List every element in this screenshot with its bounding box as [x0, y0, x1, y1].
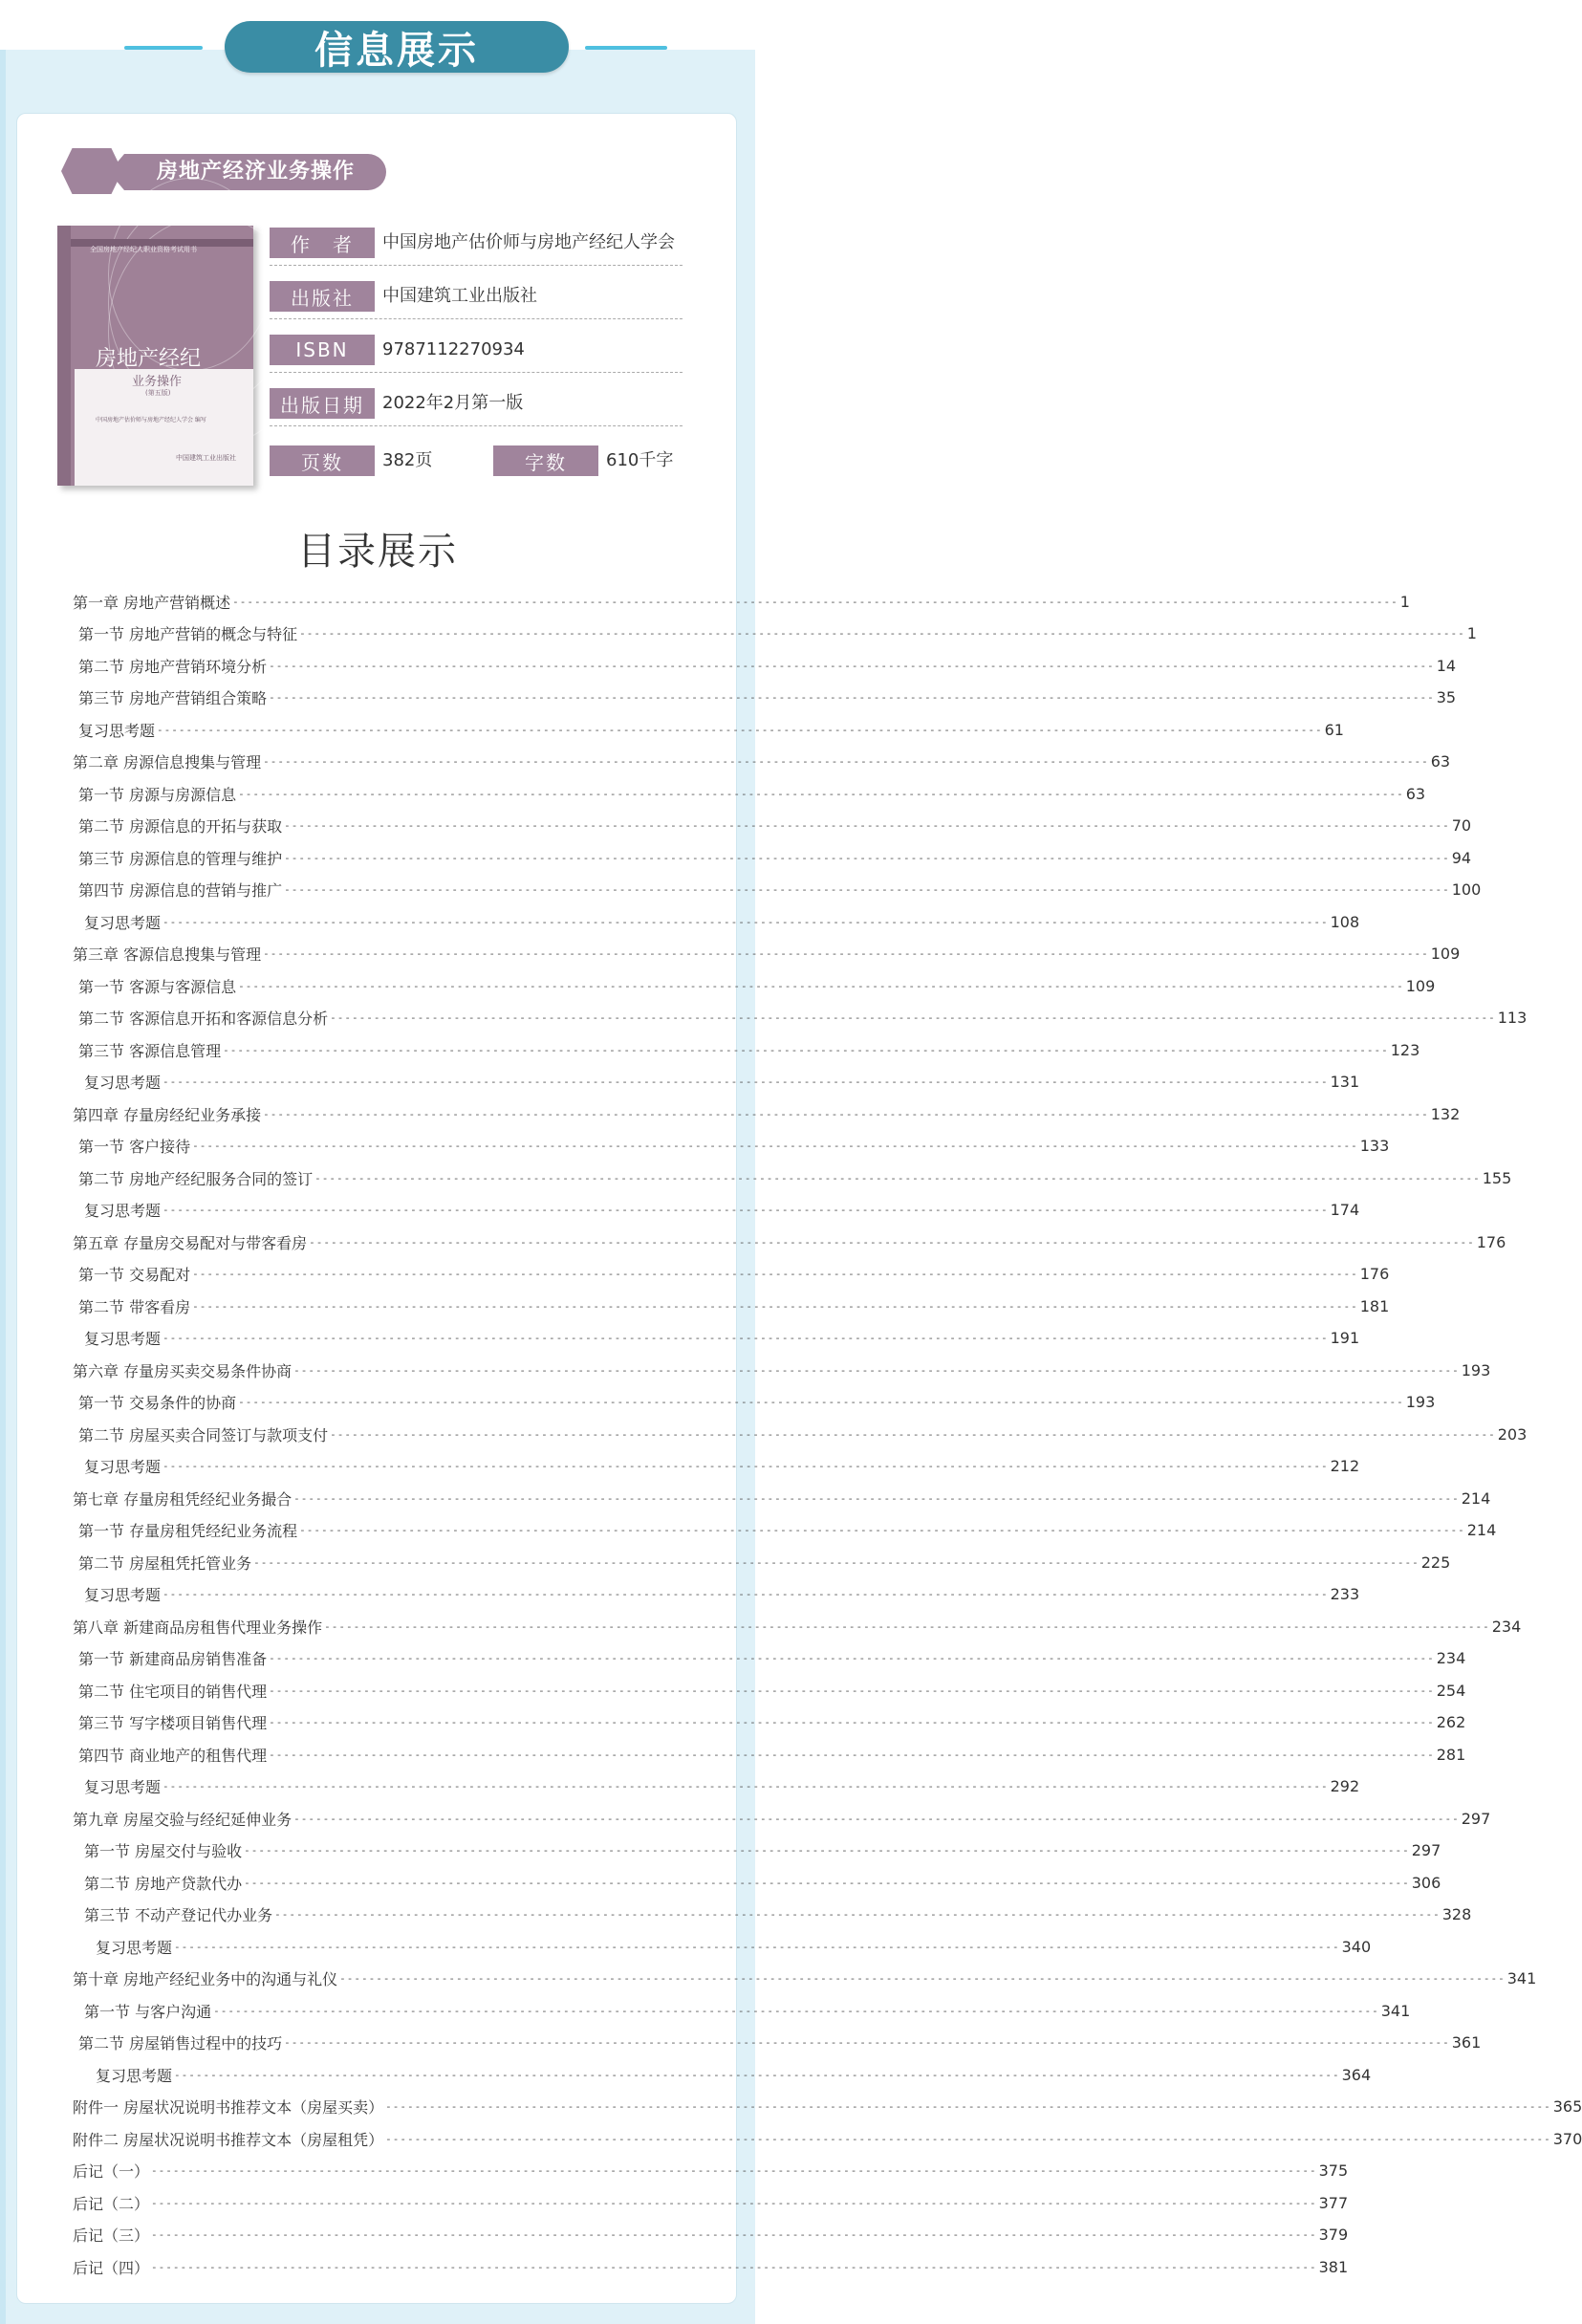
- toc-entry: [73, 2094, 1582, 2120]
- book-title: 房地产经济业务操作: [157, 160, 356, 184]
- toc-entry: [73, 2189, 1349, 2216]
- publisher-value: 中国建筑工业出版社: [382, 286, 537, 306]
- toc-entry-page: 212: [1330, 1457, 1360, 1475]
- toc-leader-dots: ----------------------------------------------------------------------------------------------------------------------------------------------------------------: [269, 1748, 1435, 1761]
- toc-entry-page: 100: [1451, 880, 1482, 899]
- toc-entry: [78, 2030, 1482, 2056]
- toc-entry: [73, 2125, 1582, 2152]
- toc-entry-title: 第三章 客源信息搜集与管理: [73, 945, 262, 964]
- toc-leader-dots: ----------------------------------------------------------------------------------------------------------------------------------------------------------------: [238, 1396, 1404, 1408]
- toc-entry-title: 第一节 客源与客源信息: [78, 977, 237, 996]
- toc-leader-dots: ----------------------------------------------------------------------------------------------------------------------------------------------------------------: [309, 1235, 1475, 1249]
- toc-entry-title: 第二节 住宅项目的销售代理: [78, 1682, 268, 1701]
- toc-entry-title: 第八章 新建商品房租售代理业务操作: [73, 1618, 323, 1637]
- toc-leader-dots: ----------------------------------------------------------------------------------------------------------------------------------------------------------------: [151, 2228, 1317, 2241]
- toc-entry: [78, 1389, 1436, 1416]
- toc-entry: [78, 1549, 1451, 1575]
- toc-leader-dots: ----------------------------------------------------------------------------------------------------------------------------------------------------------------: [324, 1619, 1490, 1633]
- section-header: [0, 0, 755, 86]
- toc-entry-title: 复习思考题: [84, 1458, 162, 1476]
- toc-leader-dots: ----------------------------------------------------------------------------------------------------------------------------------------------------------------: [192, 1299, 1358, 1313]
- toc-leader-dots: ----------------------------------------------------------------------------------------------------------------------------------------------------------------: [284, 851, 1450, 864]
- cover-title: 房地产经纪: [96, 347, 202, 371]
- toc-entry-page: 113: [1497, 1009, 1528, 1027]
- toc-entry-title: 第二章 房源信息搜集与管理: [73, 753, 262, 771]
- toc-entry-page: 133: [1359, 1137, 1390, 1155]
- toc-entry-title: 复习思考题: [84, 913, 162, 932]
- toc-entry-title: 第五章 存量房交易配对与带客看房: [73, 1233, 308, 1252]
- toc-entry-page: 191: [1330, 1329, 1360, 1347]
- toc-entry-title: 第三节 写字楼项目销售代理: [78, 1714, 268, 1732]
- toc-entry: [78, 1421, 1528, 1447]
- toc-leader-dots: ----------------------------------------------------------------------------------------------------------------------------------------------------------------: [151, 2196, 1317, 2209]
- toc-entry-page: 193: [1461, 1360, 1491, 1379]
- toc-leader-dots: ----------------------------------------------------------------------------------------------------------------------------------------------------------------: [299, 1524, 1465, 1536]
- toc-entry-page: 262: [1436, 1713, 1466, 1731]
- toc-entry: [78, 1036, 1420, 1063]
- toc-entry: [78, 1261, 1390, 1288]
- title-tab-hexagon: [61, 148, 122, 194]
- toc-leader-dots: ----------------------------------------------------------------------------------------------------------------------------------------------------------------: [238, 979, 1404, 992]
- toc-entry-page: 377: [1318, 2193, 1349, 2212]
- toc-entry-page: 292: [1330, 1777, 1360, 1795]
- toc-entry-title: 第二节 房源信息的开拓与获取: [78, 817, 283, 836]
- toc-entry-page: 254: [1436, 1681, 1466, 1700]
- toc-entry-page: 281: [1436, 1745, 1466, 1764]
- toc-entry-title: 第四节 房源信息的营销与推广: [78, 881, 283, 900]
- pages-label: 页数: [270, 445, 375, 476]
- toc-entry-title: 第二节 带客看房: [78, 1297, 191, 1316]
- header-title: 信息展示: [225, 21, 569, 73]
- words-label: 字数: [493, 445, 598, 476]
- toc-entry-page: 109: [1405, 976, 1436, 995]
- toc-entry-page: 14: [1436, 656, 1457, 675]
- toc-entry-page: 234: [1436, 1649, 1466, 1667]
- row-divider: [270, 318, 683, 319]
- toc-entry-page: 1: [1399, 592, 1410, 611]
- toc-entry: [84, 1901, 1472, 1928]
- toc-entry-page: 341: [1506, 1969, 1537, 1987]
- toc-entry-page: 193: [1405, 1393, 1436, 1411]
- toc-entry-page: 155: [1482, 1168, 1512, 1187]
- toc-entry-page: 214: [1461, 1488, 1491, 1508]
- toc-entry: [78, 1164, 1512, 1191]
- toc-leader-dots: ----------------------------------------------------------------------------------------------------------------------------------------------------------------: [192, 1140, 1358, 1152]
- toc-leader-dots: ----------------------------------------------------------------------------------------------------------------------------------------------------------------: [244, 1844, 1410, 1857]
- toc-entry: [84, 1869, 1441, 1896]
- toc-leader-dots: ----------------------------------------------------------------------------------------------------------------------------------------------------------------: [151, 2164, 1317, 2177]
- toc-entry-title: 第一节 新建商品房销售准备: [78, 1650, 268, 1668]
- toc-leader-dots: ----------------------------------------------------------------------------------------------------------------------------------------------------------------: [244, 1876, 1410, 1889]
- toc-entry-page: 370: [1552, 2129, 1582, 2148]
- toc-entry: [73, 1485, 1491, 1511]
- toc-entry-page: 297: [1411, 1841, 1441, 1859]
- toc-entry: [84, 1069, 1360, 1096]
- toc-entry-title: 第九章 房屋交验与经纪延伸业务: [73, 1810, 293, 1829]
- toc-leader-dots: ----------------------------------------------------------------------------------------------------------------------------------------------------------------: [163, 1780, 1329, 1792]
- toc-entry-title: 第六章 存量房买卖交易条件协商: [73, 1361, 293, 1380]
- toc-leader-dots: ----------------------------------------------------------------------------------------------------------------------------------------------------------------: [269, 691, 1435, 704]
- toc-leader-dots: ----------------------------------------------------------------------------------------------------------------------------------------------------------------: [163, 1460, 1329, 1472]
- toc-entry: [84, 1453, 1360, 1480]
- toc-entry-page: 176: [1359, 1265, 1390, 1283]
- toc-entry-title: 第二节 房屋租凭托管业务: [78, 1553, 252, 1573]
- toc-entry-page: 365: [1552, 2097, 1582, 2116]
- toc-entry-page: 214: [1466, 1521, 1497, 1539]
- toc-entry: [78, 1741, 1466, 1768]
- toc-entry-title: 第二节 房地产经纪服务合同的签订: [78, 1169, 314, 1188]
- toc-leader-dots: ----------------------------------------------------------------------------------------------------------------------------------------------------------------: [293, 1363, 1460, 1377]
- toc-entry-page: 340: [1341, 1937, 1372, 1956]
- toc-entry-title: 第三节 不动产登记代办业务: [84, 1906, 273, 1924]
- toc-leader-dots: ----------------------------------------------------------------------------------------------------------------------------------------------------------------: [269, 1716, 1435, 1728]
- toc-entry-title: 复习思考题: [84, 1330, 162, 1348]
- toc-entry: [73, 749, 1451, 775]
- toc-entry-page: 94: [1451, 848, 1472, 867]
- book-cover-image: [57, 226, 253, 486]
- toc-leader-dots: ----------------------------------------------------------------------------------------------------------------------------------------------------------------: [163, 1075, 1329, 1088]
- toc-entry: [78, 1645, 1466, 1672]
- toc-entry: [78, 972, 1436, 999]
- toc-entry: [73, 1357, 1491, 1383]
- toc-entry-page: 341: [1380, 2001, 1411, 2020]
- toc-leader-dots: ----------------------------------------------------------------------------------------------------------------------------------------------------------------: [192, 1268, 1358, 1280]
- toc-leader-dots: ----------------------------------------------------------------------------------------------------------------------------------------------------------------: [163, 1588, 1329, 1600]
- toc-entry-title: 第四节 商业地产的租售代理: [78, 1746, 268, 1765]
- toc-entry-page: 381: [1318, 2257, 1349, 2276]
- toc-entry-title: 第三节 房源信息的管理与维护: [78, 849, 283, 868]
- toc-leader-dots: ----------------------------------------------------------------------------------------------------------------------------------------------------------------: [263, 755, 1429, 768]
- toc-entry: [78, 620, 1477, 647]
- toc-leader-dots: ----------------------------------------------------------------------------------------------------------------------------------------------------------------: [174, 1940, 1340, 1953]
- toc-leader-dots: ----------------------------------------------------------------------------------------------------------------------------------------------------------------: [163, 1332, 1329, 1344]
- toc-entry-title: 第一节 房屋交付与验收: [84, 1842, 243, 1860]
- toc-entry-page: 375: [1318, 2161, 1349, 2180]
- toc-entry-page: 63: [1405, 784, 1426, 803]
- toc-entry-title: 第二节 房屋买卖合同签订与款项支付: [78, 1425, 329, 1444]
- toc-leader-dots: ----------------------------------------------------------------------------------------------------------------------------------------------------------------: [314, 1171, 1481, 1184]
- toc-entry: [84, 1997, 1411, 2024]
- toc-entry-page: 306: [1411, 1873, 1441, 1892]
- toc-entry-page: 364: [1341, 2065, 1372, 2084]
- toc-entry: [73, 2222, 1349, 2248]
- toc-entry-title: 第四章 存量房经纪业务承接: [73, 1105, 262, 1124]
- cover-series: 全国房地产经纪人职业资格考试用书: [90, 246, 197, 253]
- toc-entry: [84, 1773, 1360, 1800]
- toc-entry: [78, 684, 1457, 711]
- toc-leader-dots: ----------------------------------------------------------------------------------------------------------------------------------------------------------------: [163, 915, 1329, 928]
- toc-entry-page: 176: [1476, 1232, 1506, 1251]
- toc-entry-page: 35: [1436, 688, 1457, 706]
- toc-leader-dots: ----------------------------------------------------------------------------------------------------------------------------------------------------------------: [339, 1972, 1506, 1985]
- toc-entry-title: 后记（二）: [73, 2194, 150, 2213]
- toc-entry-title: 第二节 房屋销售过程中的技巧: [78, 2034, 283, 2053]
- row-divider: [270, 425, 683, 426]
- toc-entry: [78, 877, 1482, 903]
- words-value: 610千字: [606, 450, 674, 470]
- toc-entry-page: 131: [1330, 1073, 1360, 1091]
- toc-entry: [78, 1517, 1497, 1544]
- toc-leader-dots: ----------------------------------------------------------------------------------------------------------------------------------------------------------------: [223, 1043, 1389, 1056]
- toc-entry-title: 第七章 存量房租凭经纪业务撮合: [73, 1489, 293, 1509]
- toc-entry-page: 63: [1430, 752, 1451, 771]
- toc-entry: [73, 1805, 1491, 1832]
- toc-leader-dots: ----------------------------------------------------------------------------------------------------------------------------------------------------------------: [157, 723, 1323, 736]
- toc-leader-dots: ----------------------------------------------------------------------------------------------------------------------------------------------------------------: [293, 1812, 1460, 1825]
- toc-entry-title: 第二节 房地产营销环境分析: [78, 657, 268, 676]
- toc-entry: [73, 588, 1410, 615]
- toc-entry-page: 1: [1466, 624, 1477, 642]
- toc-entry: [84, 908, 1360, 935]
- toc-entry: [84, 1581, 1360, 1608]
- toc-leader-dots: ----------------------------------------------------------------------------------------------------------------------------------------------------------------: [284, 819, 1450, 832]
- toc-entry-title: 第一节 与客户沟通: [84, 2002, 212, 2021]
- toc-entry: [78, 1133, 1390, 1160]
- isbn-value: 9787112270934: [382, 339, 525, 359]
- toc-entry: [84, 1197, 1360, 1224]
- toc-entry: [96, 2061, 1372, 2088]
- cover-author: 中国房地产估价师与房地产经纪人学会 编写: [96, 417, 206, 424]
- header-line-left: [124, 46, 203, 50]
- toc-entry: [78, 1677, 1466, 1704]
- toc-entry-title: 第一章 房地产营销概述: [73, 593, 231, 612]
- toc-entry: [73, 1228, 1506, 1255]
- toc-leader-dots: ----------------------------------------------------------------------------------------------------------------------------------------------------------------: [274, 1908, 1441, 1921]
- toc-leader-dots: ----------------------------------------------------------------------------------------------------------------------------------------------------------------: [284, 2036, 1450, 2049]
- toc-entry-title: 第一节 存量房租凭经纪业务流程: [78, 1522, 298, 1540]
- toc-entry-title: 第一节 房源与房源信息: [78, 785, 237, 804]
- toc-entry: [84, 1325, 1360, 1352]
- toc-leader-dots: ----------------------------------------------------------------------------------------------------------------------------------------------------------------: [263, 1107, 1429, 1120]
- toc-entry-title: 第三节 客源信息管理: [78, 1041, 222, 1060]
- toc-entry: [78, 652, 1457, 679]
- toc-leader-dots: ----------------------------------------------------------------------------------------------------------------------------------------------------------------: [269, 659, 1435, 672]
- toc-leader-dots: ----------------------------------------------------------------------------------------------------------------------------------------------------------------: [232, 595, 1398, 608]
- toc-entry-page: 132: [1430, 1104, 1461, 1123]
- toc-entry-page: 328: [1441, 1905, 1472, 1923]
- publisher-label: 出版社: [270, 281, 375, 312]
- toc-entry-page: 123: [1390, 1040, 1420, 1059]
- toc-entry: [78, 716, 1344, 743]
- toc-entry-title: 复习思考题: [84, 1778, 162, 1796]
- isbn-label: ISBN: [270, 335, 375, 365]
- toc-entry: [78, 1709, 1466, 1736]
- toc-entry-page: 361: [1451, 2033, 1482, 2052]
- toc-entry-title: 第三节 房地产营销组合策略: [78, 689, 268, 707]
- toc-leader-dots: ----------------------------------------------------------------------------------------------------------------------------------------------------------------: [213, 2004, 1379, 2017]
- toc-entry: [78, 1292, 1390, 1319]
- toc-leader-dots: ----------------------------------------------------------------------------------------------------------------------------------------------------------------: [385, 2100, 1551, 2113]
- author-value: 中国房地产估价师与房地产经纪人学会: [382, 232, 675, 252]
- toc-leader-dots: ----------------------------------------------------------------------------------------------------------------------------------------------------------------: [284, 883, 1450, 896]
- toc-entry-title: 第一节 客户接待: [78, 1138, 191, 1156]
- toc-entry-title: 第一节 交易配对: [78, 1266, 191, 1284]
- toc-entry-title: 第十章 房地产经纪业务中的沟通与礼仪: [73, 1970, 338, 1988]
- toc-entry-title: 复习思考题: [84, 1202, 162, 1220]
- toc-leader-dots: ----------------------------------------------------------------------------------------------------------------------------------------------------------------: [253, 1555, 1419, 1569]
- toc-entry-title: 第一节 房地产营销的概念与特征: [78, 625, 298, 643]
- page-edge: [0, 50, 6, 2324]
- toc-entry-page: 108: [1330, 912, 1360, 931]
- toc-entry-title: 后记（一）: [73, 2162, 150, 2181]
- toc-entry-page: 297: [1461, 1809, 1491, 1828]
- toc-leader-dots: ----------------------------------------------------------------------------------------------------------------------------------------------------------------: [385, 2132, 1551, 2145]
- toc-entry-title: 复习思考题: [96, 2066, 173, 2085]
- toc-entry-page: 203: [1497, 1424, 1528, 1444]
- toc-leader-dots: ----------------------------------------------------------------------------------------------------------------------------------------------------------------: [151, 2260, 1317, 2273]
- header-line-right: [585, 46, 667, 50]
- author-label: 作 者: [270, 228, 375, 258]
- toc-leader-dots: ----------------------------------------------------------------------------------------------------------------------------------------------------------------: [269, 1652, 1435, 1664]
- pages-value: 382页: [382, 450, 433, 470]
- toc-entry-page: 233: [1330, 1585, 1360, 1603]
- date-label: 出版日期: [270, 388, 375, 419]
- date-value: 2022年2月第一版: [382, 393, 524, 413]
- toc-leader-dots: ----------------------------------------------------------------------------------------------------------------------------------------------------------------: [163, 1204, 1329, 1216]
- toc-leader-dots: ----------------------------------------------------------------------------------------------------------------------------------------------------------------: [238, 787, 1404, 800]
- toc-entry: [78, 844, 1472, 871]
- toc-leader-dots: ----------------------------------------------------------------------------------------------------------------------------------------------------------------: [330, 1427, 1496, 1441]
- toc-entry-title: 附件二 房屋状况说明书推荐文本（房屋租凭）: [73, 2130, 384, 2149]
- toc-entry-page: 61: [1324, 720, 1344, 739]
- toc-entry-title: 后记（三）: [73, 2226, 150, 2245]
- toc-entry-title: 复习思考题: [96, 1938, 173, 1957]
- toc-entry-title: 附件一 房屋状况说明书推荐文本（房屋买卖）: [73, 2098, 384, 2117]
- row-divider: [270, 372, 683, 373]
- toc-entry-title: 复习思考题: [78, 721, 156, 740]
- toc-entry-title: 后记（四）: [73, 2258, 150, 2277]
- toc-entry-page: 70: [1451, 816, 1472, 835]
- toc-leader-dots: ----------------------------------------------------------------------------------------------------------------------------------------------------------------: [174, 2068, 1340, 2081]
- toc-entry: [73, 1966, 1537, 1992]
- toc-entry: [96, 1933, 1372, 1960]
- toc-entry-page: 225: [1420, 1553, 1451, 1572]
- toc-entry-page: 174: [1330, 1201, 1360, 1219]
- cover-spine: [57, 226, 71, 486]
- cover-edition: (第五版): [145, 389, 171, 397]
- toc-leader-dots: ----------------------------------------------------------------------------------------------------------------------------------------------------------------: [330, 1011, 1496, 1024]
- toc-leader-dots: ----------------------------------------------------------------------------------------------------------------------------------------------------------------: [299, 627, 1465, 640]
- toc-entry: [73, 2158, 1349, 2184]
- toc-entry: [84, 1837, 1441, 1864]
- toc-entry: [78, 1005, 1528, 1032]
- toc-entry: [73, 2253, 1349, 2280]
- toc-entry-title: 第二节 客源信息开拓和客源信息分析: [78, 1010, 329, 1028]
- toc-entry-title: 第一节 交易条件的协商: [78, 1394, 237, 1412]
- toc-entry: [73, 941, 1461, 967]
- toc-entry: [73, 1613, 1522, 1640]
- toc-entry: [78, 780, 1426, 807]
- cover-publisher: 中国建筑工业出版社: [176, 454, 236, 462]
- toc-entry-page: 379: [1318, 2226, 1349, 2244]
- toc-entry-title: 第二节 房地产贷款代办: [84, 1874, 243, 1893]
- toc-entry: [73, 1100, 1461, 1127]
- cover-subtitle: 业务操作: [132, 375, 183, 389]
- toc-entry-page: 109: [1430, 945, 1461, 963]
- toc-heading: 目录展示: [297, 530, 458, 574]
- toc-entry-page: 234: [1491, 1617, 1522, 1636]
- row-divider: [270, 265, 683, 266]
- toc-entry: [78, 813, 1472, 839]
- toc-leader-dots: ----------------------------------------------------------------------------------------------------------------------------------------------------------------: [269, 1683, 1435, 1697]
- toc-entry-title: 复习思考题: [84, 1074, 162, 1092]
- toc-entry-page: 181: [1359, 1296, 1390, 1315]
- toc-leader-dots: ----------------------------------------------------------------------------------------------------------------------------------------------------------------: [263, 947, 1429, 960]
- toc-leader-dots: ----------------------------------------------------------------------------------------------------------------------------------------------------------------: [293, 1491, 1460, 1505]
- toc-entry-title: 复习思考题: [84, 1586, 162, 1604]
